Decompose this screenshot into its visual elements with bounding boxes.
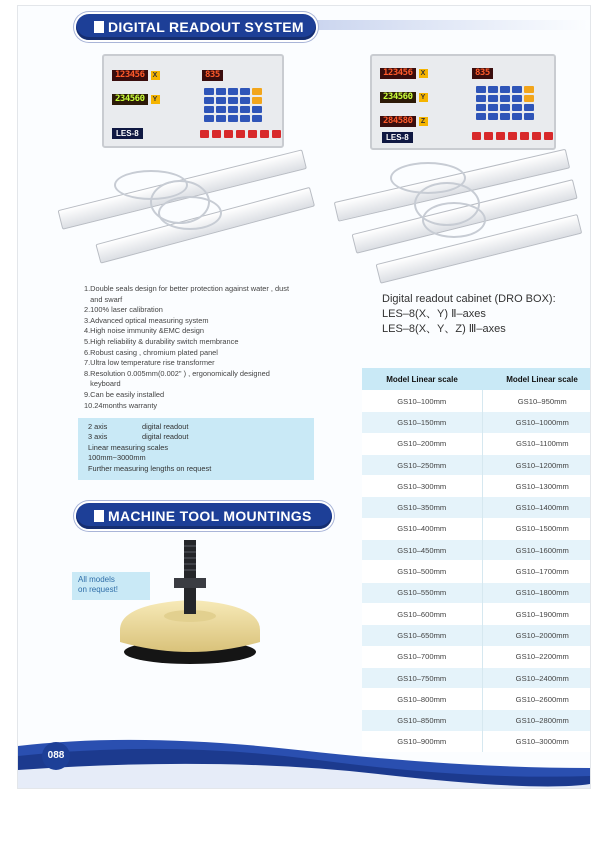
table-cell: GS10–100mm: [362, 391, 482, 412]
feature-item: keyboard: [84, 379, 121, 389]
table-row: [362, 497, 590, 518]
display-x: 123456: [380, 68, 416, 79]
display-x: 123456: [112, 70, 148, 81]
cabinet-2axis: LES–8(X、Y) Ⅱ–axes: [382, 308, 486, 320]
table-row: [362, 582, 590, 603]
table-cell: GS10–1400mm: [482, 497, 590, 518]
section-banner-mountings: [76, 503, 332, 529]
feature-item: 1.Double seals design for better protection against water , dust: [84, 284, 290, 293]
table-cell: GS10–1700mm: [482, 561, 590, 582]
table-row: [362, 625, 590, 646]
table-cell: GS10–600mm: [362, 603, 482, 624]
linear-scale-table: [362, 368, 590, 752]
display-z: 284580: [380, 116, 416, 127]
table-row: [362, 561, 590, 582]
table-cell: GS10–200mm: [362, 433, 482, 454]
table-cell: GS10–950mm: [482, 391, 590, 412]
model-label: LES-8: [112, 128, 143, 139]
feature-item: 7.Ultra low temperature rise transformer: [84, 358, 215, 368]
column-header: Model Linear scale: [482, 368, 590, 391]
feature-item: and swarf: [84, 294, 123, 304]
table-row: [362, 689, 590, 710]
table-cell: GS10–1800mm: [482, 582, 590, 603]
function-keys: [200, 130, 281, 138]
cable-coil: [422, 202, 486, 238]
table-cell: GS10–700mm: [362, 646, 482, 667]
table-row: [362, 476, 590, 497]
table-cell: GS10–550mm: [362, 582, 482, 603]
axis-desc: digital readout: [142, 422, 189, 431]
table-cell: GS10–2400mm: [482, 667, 590, 688]
page-number: 088: [42, 742, 70, 770]
note-line: on request!: [78, 585, 119, 594]
table-cell: GS10–2000mm: [482, 625, 590, 646]
lock-nut: [174, 578, 206, 588]
table-cell: GS10–400mm: [362, 518, 482, 539]
feature-item: 5.High reliability & durability switch membrance: [84, 336, 239, 346]
table-body: [362, 391, 590, 753]
table-cell: GS10–1000mm: [482, 412, 590, 433]
table-cell: GS10–650mm: [362, 625, 482, 646]
table-row: [362, 412, 590, 433]
table-cell: GS10–500mm: [362, 561, 482, 582]
axis-key-x: X: [419, 69, 428, 78]
dro-unit-2axis: [102, 54, 284, 148]
cabinet-3axis: LES–8(X、Y、Z) Ⅲ–axes: [382, 323, 506, 335]
features-list: [84, 284, 324, 411]
table-row: [362, 454, 590, 475]
keypad: [204, 88, 262, 122]
display-aux: 835: [202, 70, 223, 81]
table-cell: GS10–2200mm: [482, 646, 590, 667]
feature-item: 8.Resolution 0.005mm(0.002" ) , ergonomically designed: [84, 368, 270, 378]
cabinet-title: Digital readout cabinet (DRO BOX):: [382, 293, 556, 305]
section-title: MACHINE TOOL MOUNTINGS: [108, 508, 312, 524]
display-y: 234560: [112, 94, 148, 105]
info-line: 100mm~3000mm: [88, 453, 146, 463]
feature-item: 10.24months warranty: [84, 400, 158, 410]
axis-desc: digital readout: [142, 432, 189, 442]
display-y: 234560: [380, 92, 416, 103]
table-cell: GS10–1200mm: [482, 454, 590, 475]
table-cell: GS10–3000mm: [482, 731, 590, 752]
table-row: [362, 518, 590, 539]
table-cell: GS10–800mm: [362, 689, 482, 710]
table-cell: GS10–2600mm: [482, 689, 590, 710]
info-line: Further measuring lengths on request: [88, 463, 212, 473]
table-cell: GS10–250mm: [362, 454, 482, 475]
cabinet-description: [382, 292, 556, 337]
table-cell: GS10–1300mm: [482, 476, 590, 497]
table-row: [362, 603, 590, 624]
table-cell: GS10–750mm: [362, 667, 482, 688]
table-row: [362, 540, 590, 561]
banner-tail: [298, 20, 588, 30]
cable-coil: [158, 196, 222, 230]
table-row: [362, 391, 590, 412]
axis-key-y: Y: [419, 93, 428, 102]
threaded-rod: [184, 540, 196, 614]
info-line: Linear measuring scales: [88, 442, 169, 452]
feature-item: 9.Can be easily installed: [84, 389, 165, 399]
catalog-page: [18, 6, 590, 788]
section-banner-dro: [76, 14, 316, 40]
feature-item: 6.Robust casing , chromium plated panel: [84, 347, 218, 357]
dro-unit-3axis: [370, 54, 556, 150]
axis-key-x: X: [151, 71, 160, 80]
table-cell: GS10–350mm: [362, 497, 482, 518]
note-line: All models: [78, 575, 115, 584]
table-cell: GS10–150mm: [362, 412, 482, 433]
axis-key-z: Z: [419, 117, 428, 126]
table-row: [362, 667, 590, 688]
info-box: [78, 418, 314, 480]
axis-key-y: Y: [151, 95, 160, 104]
table-cell: GS10–2800mm: [482, 710, 590, 731]
table-row: [362, 433, 590, 454]
display-aux: 835: [472, 68, 493, 79]
feature-item: 3.Advanced optical measuring system: [84, 315, 209, 325]
table-cell: GS10–850mm: [362, 710, 482, 731]
table-cell: GS10–1500mm: [482, 518, 590, 539]
table-cell: GS10–300mm: [362, 476, 482, 497]
feature-item: 2.100% laser calibration: [84, 305, 163, 315]
function-keys: [472, 132, 553, 140]
axis-count: 2 axis: [88, 422, 108, 431]
table-cell: GS10–450mm: [362, 540, 482, 561]
square-icon: [94, 21, 104, 33]
section-title: DIGITAL READOUT SYSTEM: [108, 19, 304, 35]
leveling-mount-image: [98, 534, 278, 674]
feature-item: 4.High noise immunity &EMC design: [84, 326, 204, 336]
footer-wave: [18, 726, 590, 788]
axis-count: 3 axis: [88, 432, 108, 442]
table-cell: GS10–900mm: [362, 731, 482, 752]
table-row: [362, 646, 590, 667]
square-icon: [94, 510, 104, 522]
table-cell: GS10–1100mm: [482, 433, 590, 454]
table-cell: GS10–1900mm: [482, 603, 590, 624]
table-cell: GS10–1600mm: [482, 540, 590, 561]
model-label: LES-8: [382, 132, 413, 143]
keypad: [476, 86, 534, 120]
column-header: Model Linear scale: [362, 368, 482, 391]
